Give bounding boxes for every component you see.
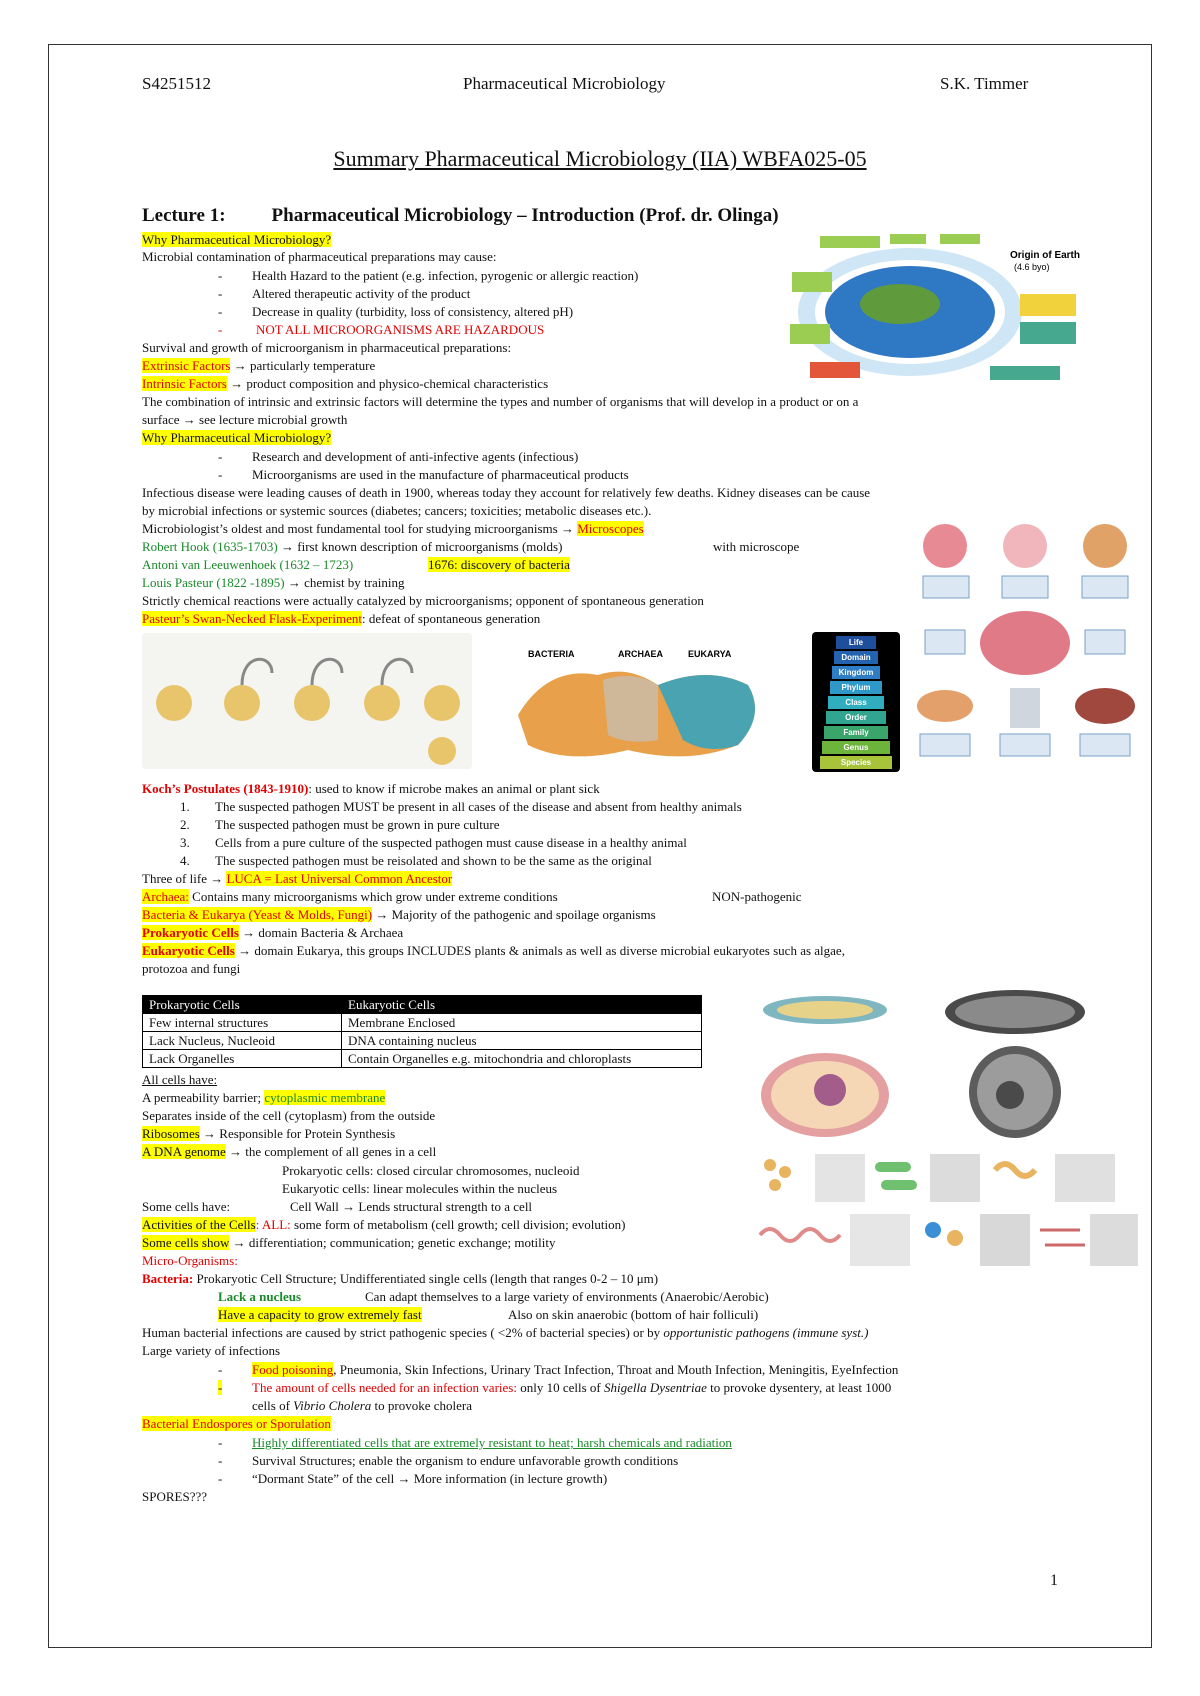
cell-comparison-table [142,995,702,1068]
lecture-label: Lecture 1: [142,205,226,226]
activities-all: : ALL: [255,1217,291,1232]
earth-history-figure [790,232,1080,382]
opportunistic-text: opportunistic pathogens (immune syst.) [663,1325,869,1340]
table-header: Prokaryotic Cells [143,996,342,1014]
koch-item: The suspected pathogen must be reisolated and shown to be the same as the original [215,853,652,868]
ribosomes-label: Ribosomes [142,1126,200,1141]
micro-organisms-heading: Micro-Organisms: [142,1253,238,1268]
bullet-decrease: Decrease in quality (turbidity, loss of consistency, altered pH) [252,304,574,319]
koch-item: The suspected pathogen must be grown in pure culture [215,817,500,832]
table-cell: Contain Organelles e.g. mitochondria and chloroplasts [342,1050,702,1068]
bacteria-line [142,1271,658,1286]
bullet-dormant: “Dormant State” of the cell → More information (in lecture growth) [252,1471,608,1486]
taxonomy-level: Class [828,696,884,709]
swan-desc: : defeat of spontaneous generation [361,611,541,626]
activities-label: Activities of the Cells [142,1217,256,1232]
membrane-highlight: cytoplasmic membrane [264,1090,386,1105]
archaea-line [142,889,558,904]
bullet-dash: - [218,1380,223,1395]
amount-text: only 10 cells of [516,1380,604,1395]
prok-label: Prokaryotic Cells [142,925,239,940]
bullet-not-all: NOT ALL MICROORGANISMS ARE HAZARDOUS [256,322,545,337]
why-heading-1: Why Pharmaceutical Microbiology? [142,232,332,247]
amount-text-2: to provoke dysentery, at least 1000 [706,1380,892,1395]
earth-label: Origin of Earth [1010,250,1080,261]
bullet-dash: - [218,304,223,319]
bullet-dash: - [218,268,223,283]
header-course: Pharmaceutical Microbiology [463,74,666,93]
taxonomy-level: Species [820,756,892,769]
luca-highlight: LUCA = Last Universal Common Ancestor [226,871,453,886]
table-cell: Few internal structures [143,1014,342,1032]
infectious-text-2: by microbial infections or systemic sources (diabetes; cancers; toxicities; metabolic diseases etc.). [142,503,652,518]
activities-line [142,1217,625,1232]
amount-line [252,1380,891,1395]
food-line [252,1362,898,1377]
strictly-text: Strictly chemical reactions were actually catalyzed by microorganisms; opponent of spontaneous generation [142,593,704,608]
koch-desc: : used to know if microbe makes an animal or plant sick [308,781,600,796]
bacteria-desc: Prokaryotic Cell Structure; Undifferentiated single cells (length that ranges 0-2 – 10 μm) [193,1271,659,1286]
bullet-manufacture: Microorganisms are used in the manufacture of pharmaceutical products [252,467,629,482]
table-row [143,1032,702,1050]
header-student-id: S4251512 [142,74,211,93]
swan-line [142,611,540,626]
show-label: Some cells show [142,1235,230,1250]
bullet-altered: Altered therapeutic activity of the product [252,286,471,301]
koch-num: 1. [180,799,190,814]
perm-line [142,1090,385,1105]
pasteur-name: Louis Pasteur (1822 -1895) [142,575,285,590]
antoni-discovery: 1676: discovery of bacteria [428,557,570,572]
bullet-dash: - [218,286,223,301]
combination-text: The combination of intrinsic and extrinsic factors will determine the types and number of organisms that will develop in a product or on a [142,394,859,409]
dna-line [142,1144,436,1159]
koch-item: The suspected pathogen MUST be present in all cases of the disease and absent from healthy animals [215,799,742,814]
bullet-dash: - [218,1435,223,1450]
ribosomes-desc: → Responsible for Protein Synthesis [199,1126,396,1141]
taxonomy-level: Genus [822,741,890,754]
food-desc: , Pneumonia, Skin Infections, Urinary Tract Infection, Throat and Mouth Infection, Meningitis, EyeInfection [333,1362,899,1377]
bullet-dash: - [218,322,223,337]
taxonomy-level: Order [826,711,886,724]
cell-structure-figure [755,980,1138,1145]
food-label: Food poisoning [252,1362,334,1377]
all-cells-heading: All cells have: [142,1072,218,1087]
pasteur-line [142,575,405,590]
amount2-text: cells of [252,1398,294,1413]
grow-fast-desc: Also on skin anaerobic (bottom of hair folliculi) [508,1307,759,1322]
extrinsic-line [142,358,375,373]
vibrio: Vibrio Cholera [293,1398,372,1413]
koch-line [142,781,600,796]
table-cell: Lack Organelles [143,1050,342,1068]
table-row [143,1014,702,1032]
page-number: 1 [1050,1572,1058,1589]
separates-text: Separates inside of the cell (cytoplasm) from the outside [142,1108,436,1123]
koch-num: 2. [180,817,190,832]
bacteria-label: BACTERIA [528,649,575,659]
bullet-health-hazard: Health Hazard to the patient (e.g. infection, pyrogenic or allergic reaction) [252,268,639,283]
taxonomy-level: Phylum [830,681,882,694]
table-cell: DNA containing nucleus [342,1032,702,1050]
archaea-label: Archaea: [142,889,189,904]
grow-fast: Have a capacity to grow extremely fast [218,1307,422,1322]
hook-name: Robert Hook (1635-1703) [142,539,278,554]
intrinsic-label: Intrinsic Factors [142,376,227,391]
large-variety: Large variety of infections [142,1343,281,1358]
endospores-heading: Bacterial Endospores or Sporulation [142,1416,331,1431]
lack-nucleus-desc: Can adapt themselves to a large variety of environments (Anaerobic/Aerobic) [365,1289,769,1304]
archaea-desc: Contains many microorganisms which grow under extreme conditions [188,889,558,904]
prok-line [142,925,403,940]
bullet-dash: - [218,1362,223,1377]
euk-line [142,943,845,958]
header-author: S.K. Timmer [940,74,1029,93]
table-header: Eukaryotic Cells [342,996,702,1014]
earth-age-label: (4.6 byo) [1014,262,1050,272]
table-cell: Membrane Enclosed [342,1014,702,1032]
perm-text: A permeability barrier; [142,1090,265,1105]
microscopes-highlight: Microscopes [577,521,644,536]
activities-desc: some form of metabolism (cell growth; cell division; evolution) [290,1217,626,1232]
lack-nucleus: Lack a nucleus [218,1289,302,1304]
tree-line [142,871,452,886]
organ-disease-figure [905,518,1145,768]
prok-desc: → domain Bacteria & Archaea [238,925,404,940]
some-cells-have: Some cells have: [142,1199,231,1214]
hook-line [142,539,562,554]
tool-text: Microbiologist’s oldest and most fundamental tool for studying microorganisms → [142,521,578,536]
bacteria-label: Bacteria: [142,1271,194,1286]
show-line [142,1235,556,1250]
hook-desc: → first known description of microorganisms (molds) [277,539,563,554]
bullet-dash: - [218,449,223,464]
amount-line-2 [252,1398,472,1413]
swan-label: Pasteur’s Swan-Necked Flask-Experiment [142,611,362,626]
bullet-research: Research and development of anti-infective agents (infectious) [252,449,579,464]
human-line [142,1325,868,1340]
swan-flask-figure [142,633,472,769]
intrinsic-value: → product composition and physico-chemical characteristics [226,376,549,391]
bacteuk-desc: → Majority of the pathogenic and spoilage organisms [372,907,656,922]
bacteria-shapes-figure [755,1150,1140,1272]
survival-text: Survival and growth of microorganism in pharmaceutical preparations: [142,340,512,355]
extrinsic-value: → particularly temperature [230,358,376,373]
table-cell: Lack Nucleus, Nucleoid [143,1032,342,1050]
table-row [143,1050,702,1068]
koch-num: 3. [180,835,190,850]
taxonomy-figure [812,632,900,772]
koch-num: 4. [180,853,190,868]
dna-euk: Eukaryotic cells: linear molecules within the nucleus [282,1181,558,1196]
dna-desc: → the complement of all genes in a cell [225,1144,437,1159]
euk-label: Eukaryotic Cells [142,943,235,958]
koch-item: Cells from a pure culture of the suspected pathogen must cause disease in a healthy animal [215,835,687,850]
combination-text-2: surface → see lecture microbial growth [142,412,348,427]
intrinsic-line [142,376,548,391]
taxonomy-level: Life [836,636,876,649]
dna-prok: Prokaryotic cells: closed circular chromosomes, nucleoid [282,1163,580,1178]
lecture-name: Pharmaceutical Microbiology – Introduction (Prof. dr. Olinga) [271,205,779,226]
euk-desc: → domain Eukarya, this groups INCLUDES plants & animals as well as diverse microbial eukaryotes such as algae, [234,943,845,958]
bullet-dash: - [218,1471,223,1486]
taxonomy-level: Family [824,726,888,739]
table-header-row [143,996,702,1014]
ribosomes-line [142,1126,395,1141]
bacteuk-line [142,907,656,922]
infectious-text: Infectious disease were leading causes of death in 1900, whereas today they account for relatively few deaths. Kidney diseases can be cause [142,485,871,500]
euk-line-2: protozoa and fungi [142,961,241,976]
bullet-highly: Highly differentiated cells that are extremely resistant to heat; harsh chemicals and radiation [252,1435,732,1450]
lecture-heading [142,205,779,227]
tool-line [142,521,644,536]
dna-label: A DNA genome [142,1144,226,1159]
tree-of-life-figure [508,645,768,769]
archaea-nonpath: NON-pathogenic [712,889,802,904]
antoni-name: Antoni van Leeuwenhoek (1632 – 1723) [142,557,354,572]
pasteur-desc: → chemist by training [284,575,405,590]
amount-label: The amount of cells needed for an infection varies: [252,1380,517,1395]
eukarya-label: EUKARYA [688,649,732,659]
shigella: Shigella Dysentriae [603,1380,707,1395]
why-heading-2: Why Pharmaceutical Microbiology? [142,430,332,445]
archaea-label: ARCHAEA [618,649,663,659]
bullet-dash: - [218,1453,223,1468]
document-title: Summary Pharmaceutical Microbiology (IIA) WBFA025-05 [333,146,867,171]
contamination-text: Microbial contamination of pharmaceutical preparations may cause: [142,249,497,264]
extrinsic-label: Extrinsic Factors [142,358,231,373]
bullet-survival: Survival Structures; enable the organism to endure unfavorable growth conditions [252,1453,679,1468]
tree-text: Three of life → [142,871,227,886]
show-desc: → differentiation; communication; genetic exchange; motility [229,1235,556,1250]
human-text: Human bacterial infections are caused by strict pathogenic species ( <2% of bacterial species) or by [142,1325,664,1340]
bacteuk-label: Bacteria & Eukarya (Yeast & Molds, Fungi) [142,907,373,922]
taxonomy-level: Kingdom [832,666,880,679]
koch-label: Koch’s Postulates (1843-1910) [142,781,309,796]
hook-microscope: with microscope [713,539,800,554]
spores-text: SPORES??? [142,1489,207,1504]
cell-wall: Cell Wall → Lends structural strength to a cell [290,1199,533,1214]
taxonomy-level: Domain [834,651,878,664]
amount2-text-2: to provoke cholera [371,1398,472,1413]
bullet-dash: - [218,467,223,482]
